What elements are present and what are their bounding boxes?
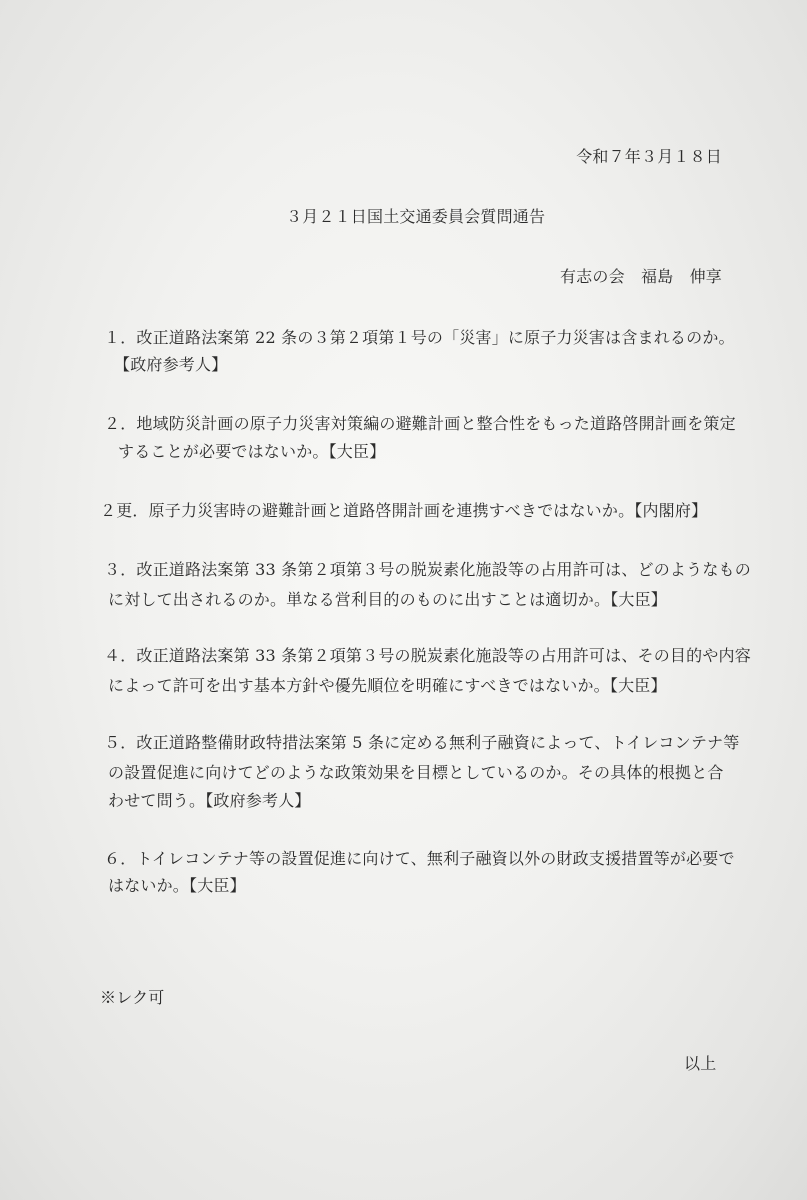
question-line: はないか。【大臣】 bbox=[108, 876, 246, 895]
question-line: わせて問う。【政府参考人】 bbox=[108, 791, 311, 810]
document-note: ※レク可 bbox=[100, 988, 165, 1007]
question-line: ３．改正道路法案第 33 条第２項第３号の脱炭素化施設等の占用許可は、どのようなもの bbox=[104, 560, 751, 579]
question-line: によって許可を出す基本方針や優先順位を明確にすべきではないか。【大臣】 bbox=[108, 676, 667, 695]
question-line: の設置促進に向けてどのような政策効果を目標としているのか。その具体的根拠と合 bbox=[108, 763, 724, 782]
question-line: ４．改正道路法案第 33 条第２項第３号の脱炭素化施設等の占用許可は、その目的や内容 bbox=[104, 646, 751, 665]
question-line: に対して出されるのか。単なる営利目的のものに出すことは適切か。【大臣】 bbox=[108, 590, 668, 609]
question-line: １．改正道路法案第 22 条の３第２項第１号の「災害」に原子力災害は含まれるのか。 bbox=[104, 328, 735, 347]
question-line: 【政府参考人】 bbox=[114, 355, 228, 374]
question-line: ５．改正道路整備財政特措法案第 5 条に定める無利子融資によって、トイレコンテナ等 bbox=[104, 733, 740, 752]
document-title: ３月２１日国土交通委員会質問通告 bbox=[286, 207, 546, 226]
document-closing: 以上 bbox=[684, 1054, 717, 1073]
document-author: 有志の会 福島 伸享 bbox=[559, 267, 722, 286]
question-line: することが必要ではないか。【大臣】 bbox=[118, 442, 386, 461]
question-line: ６．トイレコンテナ等の設置促進に向けて、無利子融資以外の財政支援措置等が必要で bbox=[104, 849, 735, 868]
document-date: 令和７年３月１８日 bbox=[576, 147, 722, 166]
question-line: ２更．原子力災害時の避難計画と道路啓開計画を連携すべきではないか。【内閣府】 bbox=[100, 501, 708, 520]
question-line: ２．地域防災計画の原子力災害対策編の避難計画と整合性をもった道路啓開計画を策定 bbox=[104, 414, 736, 433]
